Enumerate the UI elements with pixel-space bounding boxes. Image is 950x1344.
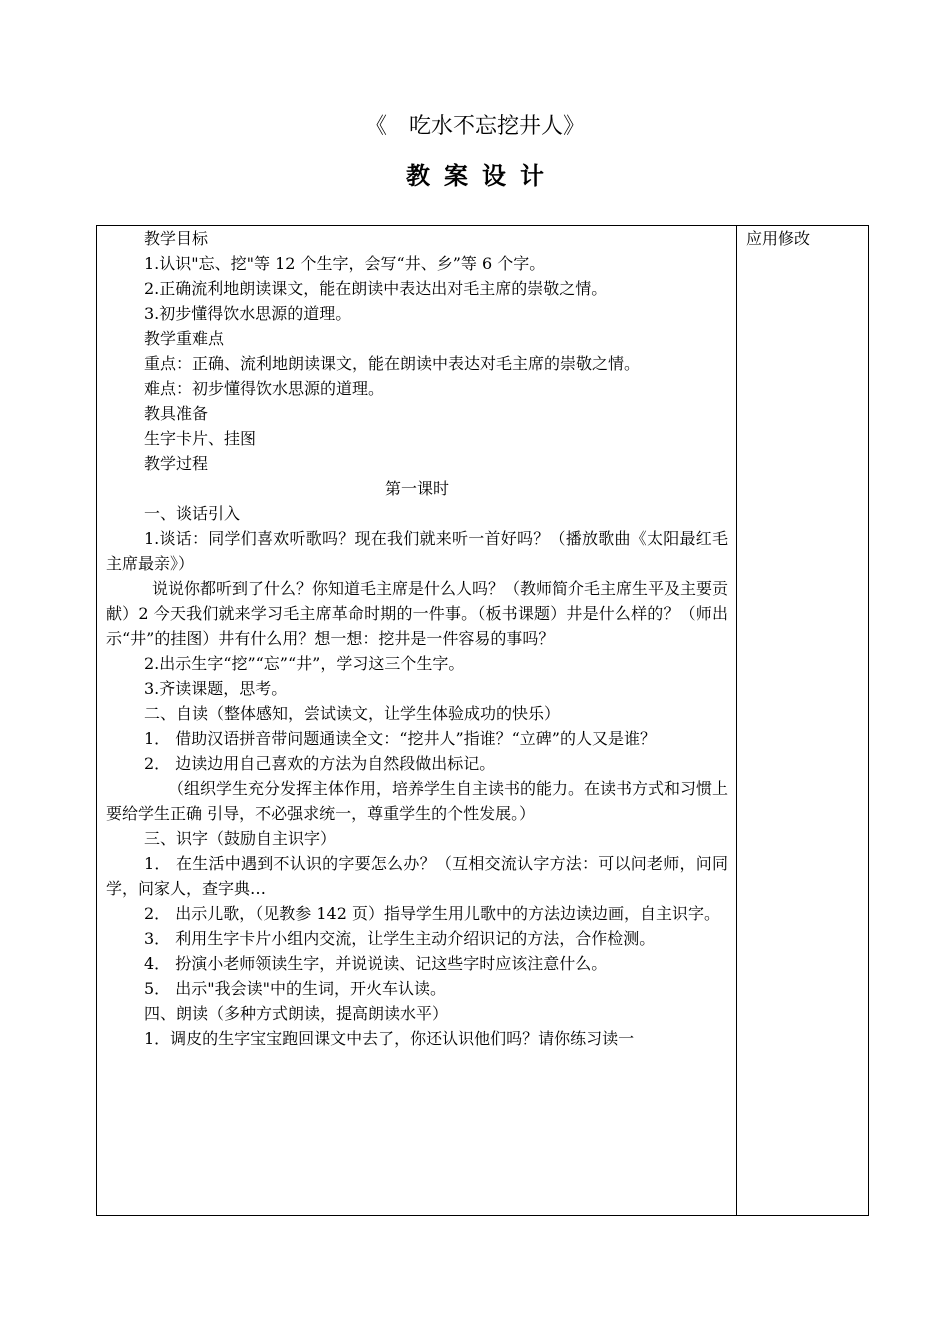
- section-heading: 三、识字（鼓励自主识字）: [144, 829, 337, 848]
- paragraph: 2.出示生字“挖”“忘”“井”，学习这三个生字。: [144, 654, 465, 673]
- paragraph: 1． 借助汉语拼音带问题通读全文：“挖井人”指谁？“立碑”的人又是谁？: [144, 729, 656, 748]
- paragraph: （组织学生充分发挥主体作用，培养学生自主读书的能力。在读书方式和习惯上要给学生正确 引导，不必强求统一，尊重学生的个性发展。）: [106, 779, 728, 823]
- heading-key-points: 教学重难点: [144, 329, 225, 348]
- teaching-aids: 生字卡片、挂图: [144, 429, 257, 448]
- paragraph: 2． 出示儿歌，（见教参 142 页）指导学生用儿歌中的方法边读边画，自主识字。: [144, 904, 720, 923]
- paragraph: 4． 扮演小老师领读生字，并说说读、记这些字时应该注意什么。: [144, 954, 608, 973]
- paragraph: 5． 出示"我会读"中的生词，开火车认读。: [144, 979, 446, 998]
- section-heading: 一、谈话引入: [144, 504, 241, 523]
- heading-teaching-goals: 教学目标: [144, 229, 209, 248]
- goal-item: 3.初步懂得饮水思源的道理。: [144, 304, 352, 323]
- heading-teaching-aids: 教具准备: [144, 404, 209, 423]
- document-title: 《 吃水不忘挖井人》: [364, 114, 585, 139]
- lesson-period-heading: 第一课时: [384, 479, 449, 498]
- paragraph: 3.齐读课题，思考。: [144, 679, 288, 698]
- column-divider: [736, 225, 737, 1216]
- key-point: 重点：正确、流利地朗读课文，能在朗读中表达对毛主席的崇敬之情。: [144, 354, 641, 373]
- paragraph: 3． 利用生字卡片小组内交流，让学生主动介绍识记的方法，合作检测。: [144, 929, 656, 948]
- difficult-point: 难点：初步懂得饮水思源的道理。: [144, 379, 385, 398]
- paragraph: 1．调皮的生字宝宝跑回课文中去了，你还认识他们吗？请你练习读一: [144, 1029, 635, 1048]
- paragraph: 1． 在生活中遇到不认识的字要怎么办？（互相交流认字方法：可以问老师，问同学，问家人，查字典…: [106, 854, 728, 898]
- heading-teaching-process: 教学过程: [144, 454, 209, 473]
- section-heading: 四、朗读（多种方式朗读，提高朗读水平）: [144, 1004, 449, 1023]
- paragraph: 1.谈话：同学们喜欢听歌吗？现在我们就来听一首好吗？（播放歌曲《太阳最红毛主席最亲》）: [106, 529, 728, 573]
- goal-item: 1.认识"忘、挖"等 12 个生字，会写“井、乡”等 6 个字。: [144, 254, 546, 273]
- paragraph: 说说你都听到了什么？你知道毛主席是什么人吗？（教师简介毛主席生平及主要贡献）2 今天我们就来学习毛主席革命时期的一件事。（板书课题）井是什么样的？（师出示“井”的挂图）井有什么用？想一想：挖井是一件容易的事吗？: [106, 579, 728, 648]
- document-subtitle: 教案设计: [406, 161, 558, 190]
- lesson-content: [106, 226, 728, 1214]
- goal-item: 2.正确流利地朗读课文，能在朗读中表达出对毛主席的崇敬之情。: [144, 279, 608, 298]
- section-heading: 二、自读（整体感知，尝试读文，让学生体验成功的快乐）: [144, 704, 561, 723]
- paragraph: 2． 边读边用自己喜欢的方法为自然段做出标记。: [144, 754, 496, 773]
- revision-column-header: 应用修改: [746, 229, 811, 248]
